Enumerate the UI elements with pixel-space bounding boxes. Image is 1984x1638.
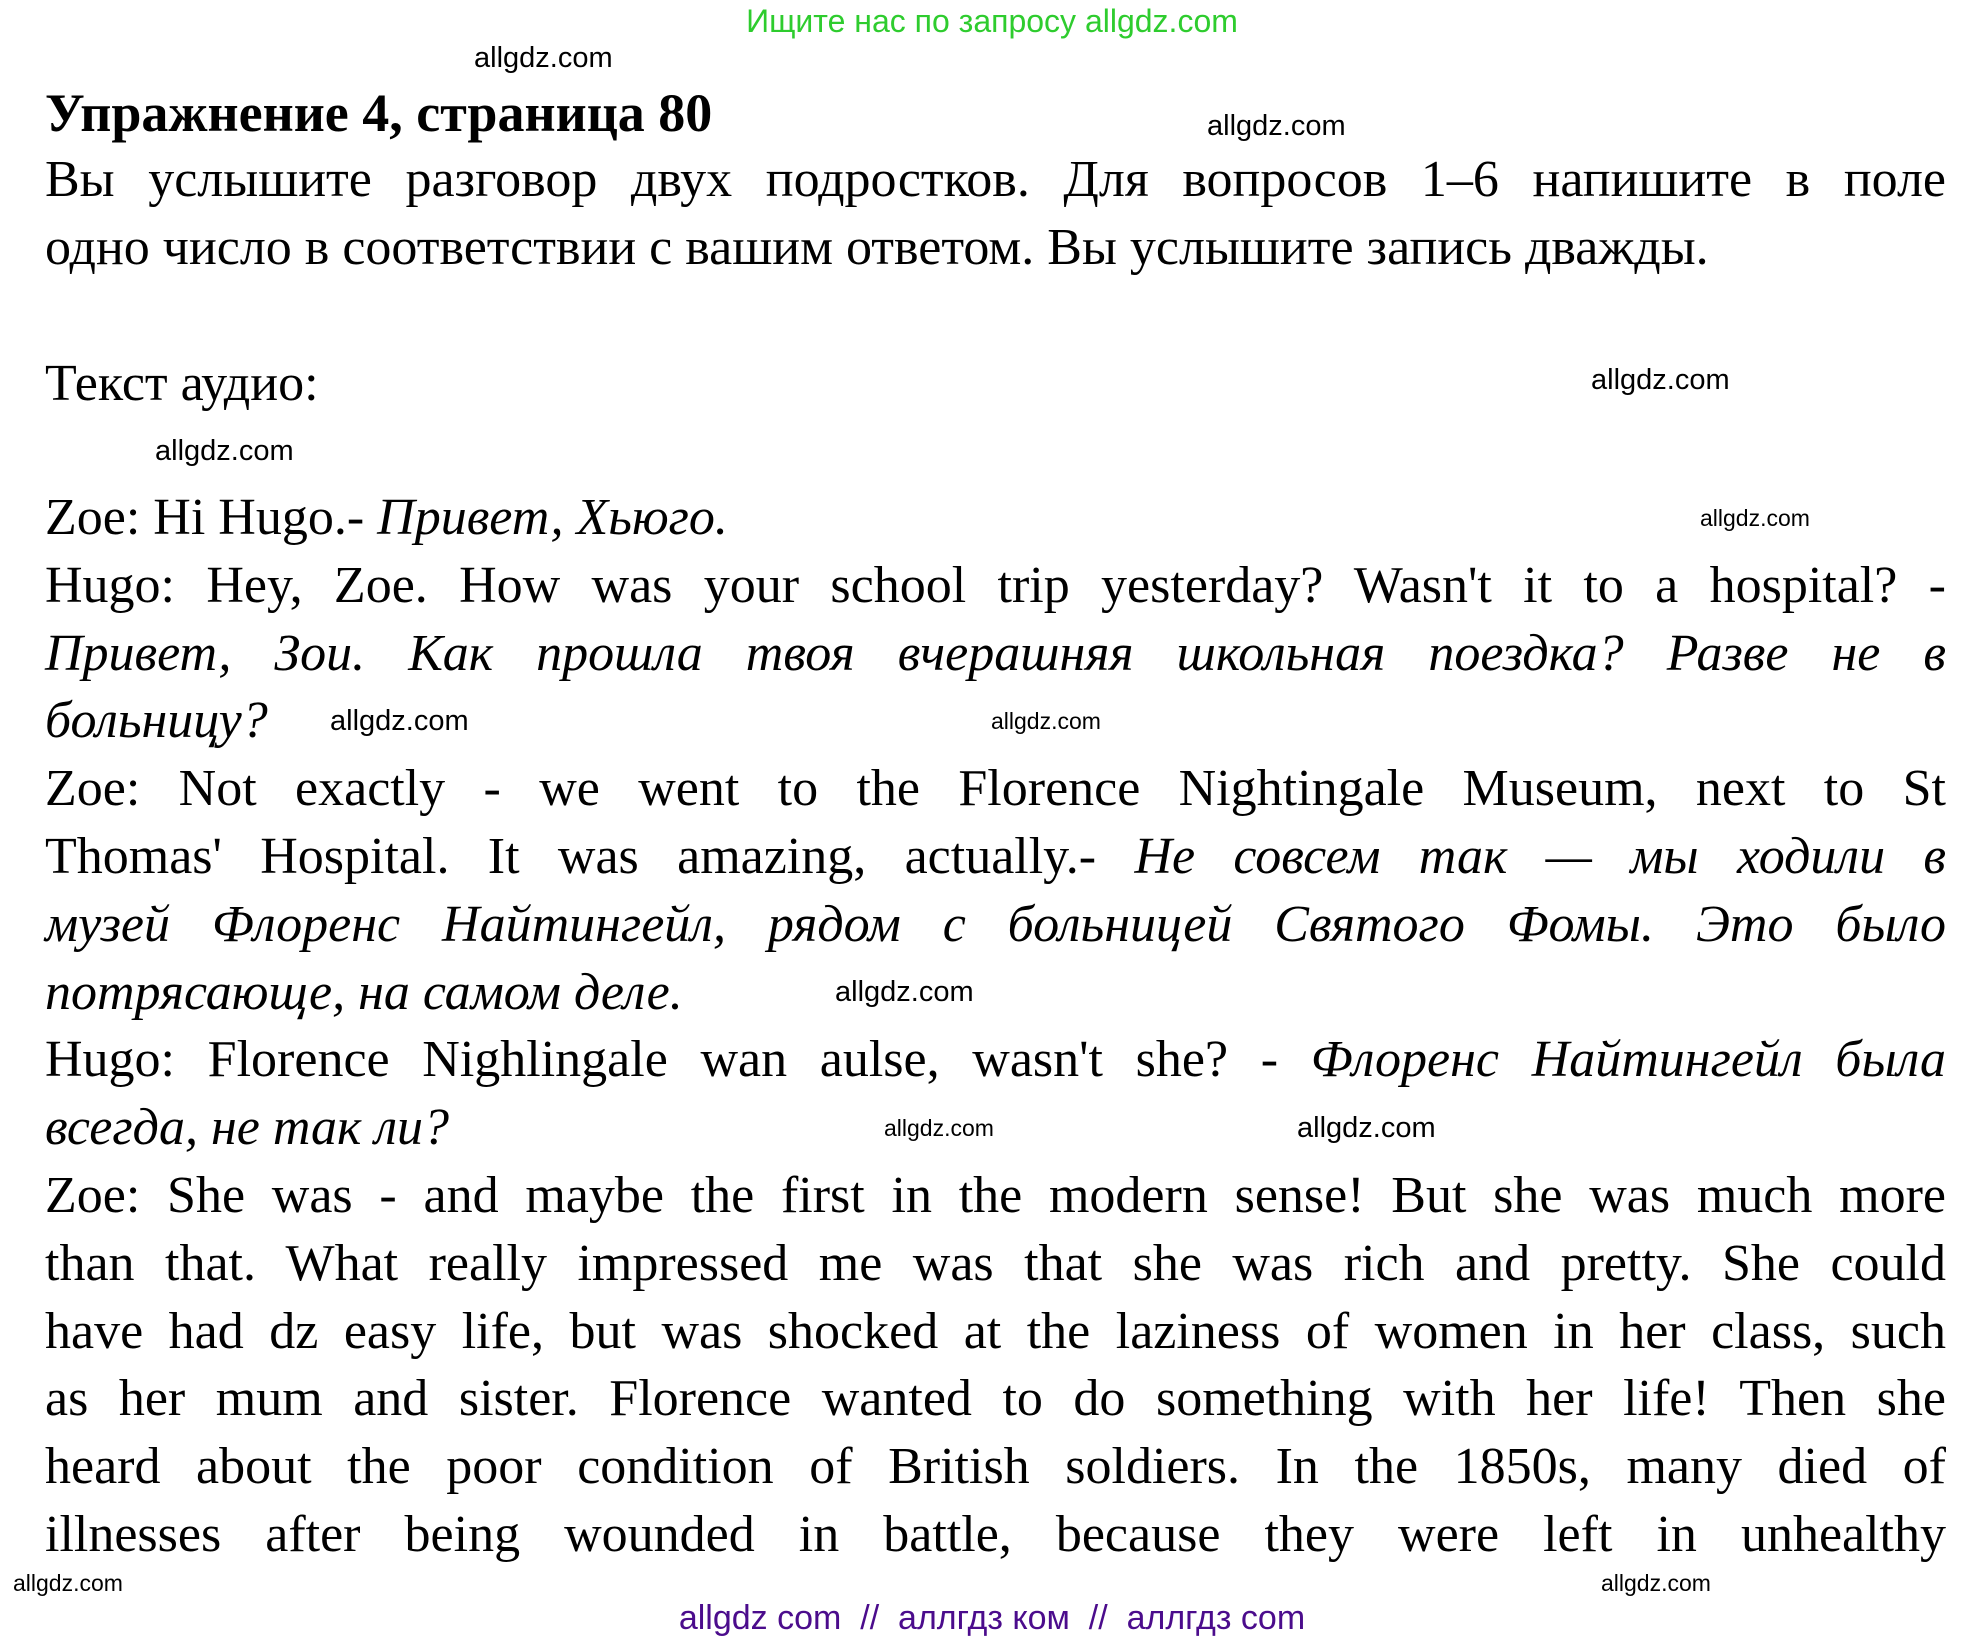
dialog-line [45,687,268,755]
top-banner-link[interactable]: Ищите нас по запросу allgdz.com [746,3,1238,39]
english-text: have had dz easy life, but was shocked at the laziness of women in her class, such [45,1302,1946,1360]
audio-text-label: Текст аудио: [45,355,319,412]
instruction-line: одно число в соответствии с вашим ответом. Вы услышите запись дважды. [45,219,1709,276]
dialog-line [45,823,1946,891]
dialog-line [45,959,683,1027]
english-text: Hugo: Florence Nighlingale wan aulse, wasn't she? - [45,1031,1311,1089]
translation-text: Не совсем так — мы ходили в [1134,828,1946,885]
watermark: allgdz.com [1207,110,1346,142]
dialog-line [45,552,1946,620]
page-title: Упражнение 4, страница 80 [45,83,713,143]
english-text: as her mum and sister. Florence wanted to do something with her life! Then she [45,1370,1946,1428]
dialog-line [45,1433,1946,1501]
dialog-line [45,891,1946,959]
watermark: allgdz.com [13,1570,123,1596]
translation-text: потрясающе, на самом деле. [45,963,683,1021]
english-text: Thomas' Hospital. It was amazing, actually.- [45,828,1135,885]
translation-text: всегда, не так ли? [45,1099,450,1157]
dialog-line [45,755,1946,823]
dialog-line [45,1365,1946,1433]
watermark: allgdz.com [1601,1570,1711,1596]
translation-text: музей Флоренс Найтингейл, рядом с больницей Святого Фомы. Это было [45,895,1946,953]
translation-text: Привет, Зои. Как прошла твоя вчерашняя школьная поездка? Разве не в [45,624,1946,682]
watermark: allgdz.com [991,708,1101,734]
dialog-line [45,1094,449,1162]
english-text: illnesses after being wounded in battle, because they were left in unhealthy [45,1506,1946,1563]
translation-text: Привет, Хьюго. [377,489,728,546]
watermark: allgdz.com [884,1115,994,1141]
watermark: allgdz.com [1700,505,1810,531]
instruction-line: Вы услышите разговор двух подростков. Для вопросов 1–6 напишите в поле [45,151,1946,208]
dialog-line [45,484,728,552]
dialog-line [45,1298,1946,1366]
english-text: heard about the poor condition of British soldiers. In the 1850s, many died of [45,1438,1946,1496]
dialog-line [45,1026,1946,1094]
english-text: Zoe: She was - and maybe the first in the modern sense! But she was much more [45,1167,1946,1224]
dialog-line [45,1162,1946,1230]
dialog-line [45,1230,1946,1298]
watermark: allgdz.com [330,705,469,737]
english-text: Zoe: Hi Hugo.- [45,489,378,546]
watermark: allgdz.com [155,435,294,467]
watermark: allgdz.com [835,976,974,1008]
watermark: allgdz.com [474,42,613,74]
dialog-line [45,620,1946,688]
english-text: than that. What really impressed me was that she was rich and pretty. She could [45,1234,1946,1292]
dialog-line [45,1501,1946,1569]
translation-text: больницу? [45,692,268,750]
bottom-banner-link[interactable]: allgdz com // аллгдз ком // аллгдз com [678,1599,1306,1637]
translation-text: Флоренс Найтингейл была [1310,1031,1946,1089]
english-text: Hugo: Hey, Zoe. How was your school trip yesterday? Wasn't it to a hospital? - [45,556,1946,614]
watermark: allgdz.com [1591,364,1730,396]
watermark: allgdz.com [1297,1112,1436,1144]
english-text: Zoe: Not exactly - we went to the Florence Nightingale Museum, next to St [45,760,1946,818]
